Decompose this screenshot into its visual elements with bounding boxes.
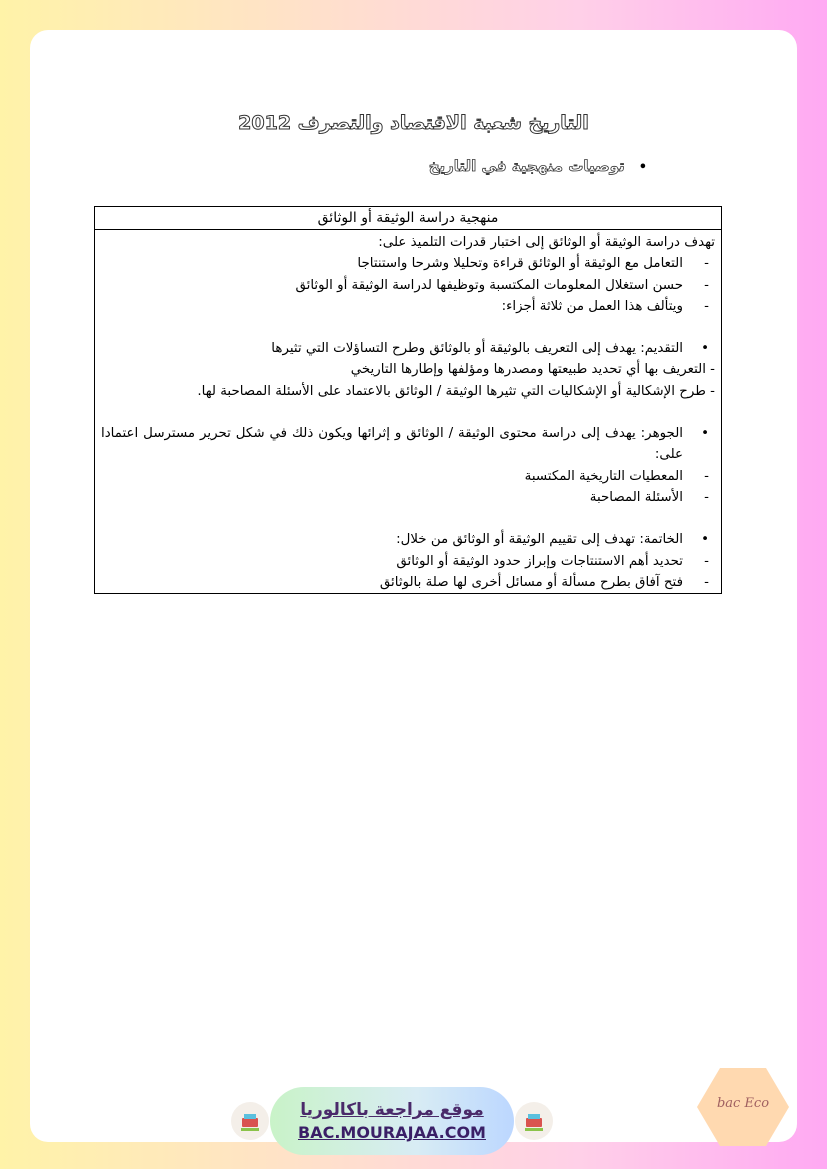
site-logo-icon (231, 1102, 269, 1140)
bullet-marker: • (701, 532, 709, 548)
subtitle-text: توصيات منهجية في التاريخ (428, 157, 625, 175)
list-item: - المعطيات التاريخية المكتسبة (101, 466, 715, 487)
dash-marker: - (704, 468, 709, 484)
document-subtitle (429, 157, 647, 175)
section-intro-heading: • التقديم: يهدف إلى التعريف بالوثيقة أو بالوثائق وطرح التساؤلات التي تثيرها (101, 338, 715, 359)
table-body (95, 230, 721, 593)
site-name[interactable]: موقع مراجعة باكالوريا (300, 1100, 484, 1120)
intro-line: تهدف دراسة الوثيقة أو الوثائق إلى اختبار قدرات التلميذ على: (378, 235, 715, 250)
list-item: - تحديد أهم الاستنتاجات وإبراز حدود الوثيقة أو الوثائق (101, 551, 715, 572)
badge-text: bac Eco (716, 1096, 770, 1111)
bullet-marker: • (701, 341, 709, 357)
site-link[interactable] (270, 1087, 514, 1155)
table-header: منهجية دراسة الوثيقة أو الوثائق (95, 207, 721, 230)
dash-marker: - (704, 489, 709, 505)
dash-marker: - (704, 256, 709, 272)
section-conclusion-heading: • الخاتمة: تهدف إلى تقييم الوثيقة أو الوثائق من خلال: (101, 529, 715, 550)
site-logo-icon (515, 1102, 553, 1140)
list-item: - ويتألف هذا العمل من ثلاثة أجزاء: (101, 296, 715, 317)
document-title: التاريخ شعبة الاقتصاد والتصرف 2012 (238, 112, 589, 134)
list-item: - الأسئلة المصاحبة (101, 487, 715, 508)
dash-marker: - (704, 277, 709, 293)
subtitle-bullet: • (638, 160, 647, 175)
methodology-table (94, 206, 722, 594)
dash-marker: - (704, 553, 709, 569)
list-item: - التعامل مع الوثيقة أو الوثائق قراءة وتحليلا وشرحا واستنتاجا (101, 253, 715, 274)
dash-marker: - (704, 574, 709, 590)
bullet-marker: • (701, 426, 709, 442)
site-url[interactable]: BAC.MOURAJAA.COM (298, 1123, 486, 1142)
list-item: - فتح آفاق بطرح مسألة أو مسائل أخرى لها صلة بالوثائق (101, 572, 715, 593)
list-item: - حسن استغلال المعلومات المكتسبة وتوظيفها لدراسة الوثيقة أو الوثائق (101, 275, 715, 296)
dash-marker: - (704, 298, 709, 314)
section-core-heading: • الجوهر: يهدف إلى دراسة محتوى الوثيقة / الوثائق و إثرائها ويكون ذلك في شكل تحرير مسترسل اعتمادا على: (101, 423, 715, 466)
bac-eco-badge (697, 1066, 789, 1148)
section-intro-line: - طرح الإشكالية أو الإشكاليات التي تثيرها الوثيقة / الوثائق بالاعتماد على الأسئلة المصاحبة لها. (197, 383, 715, 399)
section-intro-line: - التعريف بها أي تحديد طبيعتها ومصدرها ومؤلفها وإطارها التاريخي (350, 362, 715, 378)
